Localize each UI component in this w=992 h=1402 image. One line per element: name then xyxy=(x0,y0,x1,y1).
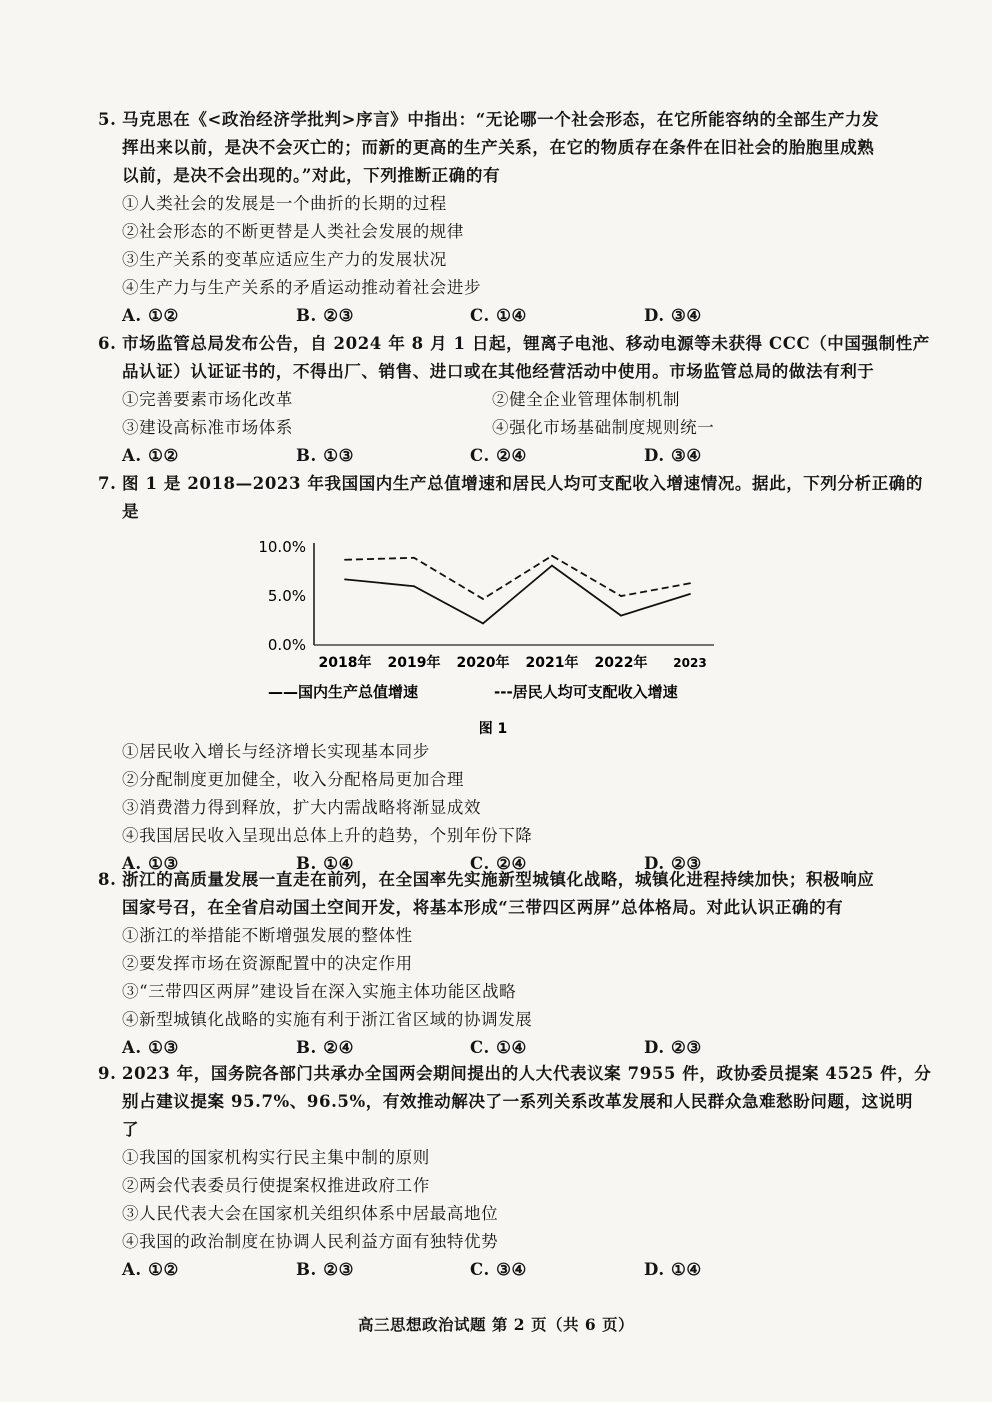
choice-d: D. ①④ xyxy=(644,1260,702,1279)
statement-item: ②两会代表委员行使提案权推进政府工作 xyxy=(122,1176,430,1195)
statement-item: ③“三带四区两屏”建设旨在深入实施主体功能区战略 xyxy=(122,982,517,1001)
statement-item: ①居民收入增长与经济增长实现基本同步 xyxy=(122,742,430,761)
question-stem-line: 挥出来以前，是决不会灭亡的；而新的更高的生产关系，在它的物质存在条件在旧社会的胎胞里成熟 xyxy=(122,138,875,157)
statement-item: ④我国的政治制度在协调人民利益方面有独特优势 xyxy=(122,1232,499,1251)
question-stem-line: 图 1 是 2018—2023 年我国国内生产总值增速和居民人均可支配收入增速情况。据此，下列分析正确的 xyxy=(122,474,924,493)
choice-d: D. ②③ xyxy=(644,854,702,873)
question-stem-line: 2023 年，国务院各部门共承办全国两会期间提出的人大代表议案 7955 件，政协委员提案 4525 件，分 xyxy=(122,1064,932,1083)
x-tick-label: 2019年 xyxy=(387,655,441,671)
question-7 xyxy=(98,470,924,526)
question-stem-line: 别占建议提案 95.7%、96.5%，有效推动解决了一系列关系改革发展和人民群众急难愁盼问题，这说明 xyxy=(122,1092,913,1111)
statement-item: ③人民代表大会在国家机关组织体系中居最高地位 xyxy=(122,1204,499,1223)
choice-b: B. ①③ xyxy=(296,446,355,465)
data-point xyxy=(689,582,691,584)
x-tick-label: 2021年 xyxy=(525,655,579,671)
statement-item: ④新型城镇化战略的实施有利于浙江省区域的协调发展 xyxy=(122,1010,533,1029)
question-number: 6. xyxy=(98,334,117,353)
question-stem-line: 以前，是决不会出现的。”对此，下列推断正确的有 xyxy=(122,166,501,185)
choice-c: C. ①④ xyxy=(470,306,527,325)
choice-b: B. ①④ xyxy=(296,854,355,873)
choice-d: D. ③④ xyxy=(644,446,702,465)
statement-item: ④生产力与生产关系的矛盾运动推动着社会进步 xyxy=(122,278,482,297)
statement-item: ④强化市场基础制度规则统一 xyxy=(492,418,715,437)
choice-c: C. ③④ xyxy=(470,1260,527,1279)
statement-item: ②分配制度更加健全，收入分配格局更加合理 xyxy=(122,770,464,789)
choice-c: C. ①④ xyxy=(470,1038,527,1057)
legend-entry-income: ---居民人均可支配收入增速 xyxy=(494,683,678,701)
choice-a: A. ①③ xyxy=(122,1038,179,1057)
data-point xyxy=(344,578,346,580)
statement-item: ③消费潜力得到释放，扩大内需战略将渐显成效 xyxy=(122,798,482,817)
figure-caption: 图 1 xyxy=(478,721,508,737)
statement-item: ①完善要素市场化改革 xyxy=(122,390,293,409)
choice-d: D. ②③ xyxy=(644,1038,702,1057)
data-point xyxy=(620,595,622,597)
x-tick-label: 2023 xyxy=(673,656,707,670)
question-stem-line: 市场监管总局发布公告，自 2024 年 8 月 1 日起，锂离子电池、移动电源等未获得 CCC（中国强制性产 xyxy=(122,334,930,353)
statement-item: ①浙江的举措能不断增强发展的整体性 xyxy=(122,926,413,945)
data-point xyxy=(413,557,415,559)
question-number: 7. xyxy=(98,474,117,493)
answer-choices xyxy=(98,1256,898,1284)
data-point xyxy=(620,615,622,617)
x-tick-label: 2020年 xyxy=(456,655,510,671)
question-stem-line: 国家号召，在全省启动国土空间开发，将基本形成“三带四区两屏”总体格局。对此认识正确的有 xyxy=(122,898,844,917)
data-point xyxy=(482,623,484,625)
question-number: 8. xyxy=(98,870,117,889)
legend-entry-gdp: ——国内生产总值增速 xyxy=(268,683,419,701)
data-point xyxy=(689,593,691,595)
statement-item: ②要发挥市场在资源配置中的决定作用 xyxy=(122,954,413,973)
page-footer: 高三思想政治试题 第 2 页（共 6 页） xyxy=(357,1315,635,1334)
statement-item: ①我国的国家机构实行民主集中制的原则 xyxy=(122,1148,430,1167)
question-stem-line: 是 xyxy=(122,502,140,521)
question-5 xyxy=(98,106,898,330)
question-stem-line: 品认证）认证证书的，不得出厂、销售、进口或在其他经营活动中使用。市场监管总局的做法有利于 xyxy=(122,362,875,381)
y-tick-label: 5.0% xyxy=(267,587,306,605)
series-line-gdp xyxy=(345,566,690,624)
series-line-income xyxy=(345,556,690,599)
figure-1-chart xyxy=(250,533,750,748)
choice-a: A. ①② xyxy=(122,306,179,325)
data-point xyxy=(413,585,415,587)
statement-item: ②健全企业管理体制机制 xyxy=(492,390,681,409)
question-number: 9. xyxy=(98,1064,117,1083)
choice-c: C. ②④ xyxy=(470,446,527,465)
answer-choices xyxy=(98,302,898,330)
statement-item: ②社会形态的不断更替是人类社会发展的规律 xyxy=(122,222,464,241)
question-7-items xyxy=(98,738,898,878)
data-point xyxy=(551,555,553,557)
y-tick-label: 0.0% xyxy=(267,636,306,654)
data-point xyxy=(551,565,553,567)
statement-item: ③建设高标准市场体系 xyxy=(122,418,293,437)
statement-item: ①人类社会的发展是一个曲折的长期的过程 xyxy=(122,194,447,213)
data-point xyxy=(482,598,484,600)
question-stem-line: 浙江的高质量发展一直走在前列，在全国率先实施新型城镇化战略，城镇化进程持续加快；积极响应 xyxy=(122,870,875,889)
choice-b: B. ②③ xyxy=(296,306,355,325)
question-number: 5. xyxy=(98,110,117,129)
answer-choices xyxy=(98,1034,898,1062)
question-8 xyxy=(98,866,898,1062)
choice-b: B. ②③ xyxy=(296,1260,355,1279)
choice-d: D. ③④ xyxy=(644,306,702,325)
question-stem-line: 马克思在《<政治经济学批判>序言》中指出：“无论哪一个社会形态，在它所能容纳的全部生产力发 xyxy=(122,110,880,129)
question-6 xyxy=(98,330,930,470)
y-tick-label: 10.0% xyxy=(258,538,306,556)
question-stem-line: 了 xyxy=(122,1120,140,1139)
answer-choices xyxy=(98,442,898,470)
x-tick-label: 2022年 xyxy=(594,655,648,671)
statement-item: ③生产关系的变革应适应生产力的发展状况 xyxy=(122,250,447,269)
choice-a: A. ①② xyxy=(122,446,179,465)
choice-a: A. ①③ xyxy=(122,854,179,873)
choice-a: A. ①② xyxy=(122,1260,179,1279)
x-tick-label: 2018年 xyxy=(318,655,372,671)
line-chart xyxy=(250,533,750,748)
choice-c: C. ②④ xyxy=(470,854,527,873)
statement-item: ④我国居民收入呈现出总体上升的趋势，个别年份下降 xyxy=(122,826,533,845)
question-9 xyxy=(98,1060,932,1284)
choice-b: B. ②④ xyxy=(296,1038,355,1057)
data-point xyxy=(344,559,346,561)
